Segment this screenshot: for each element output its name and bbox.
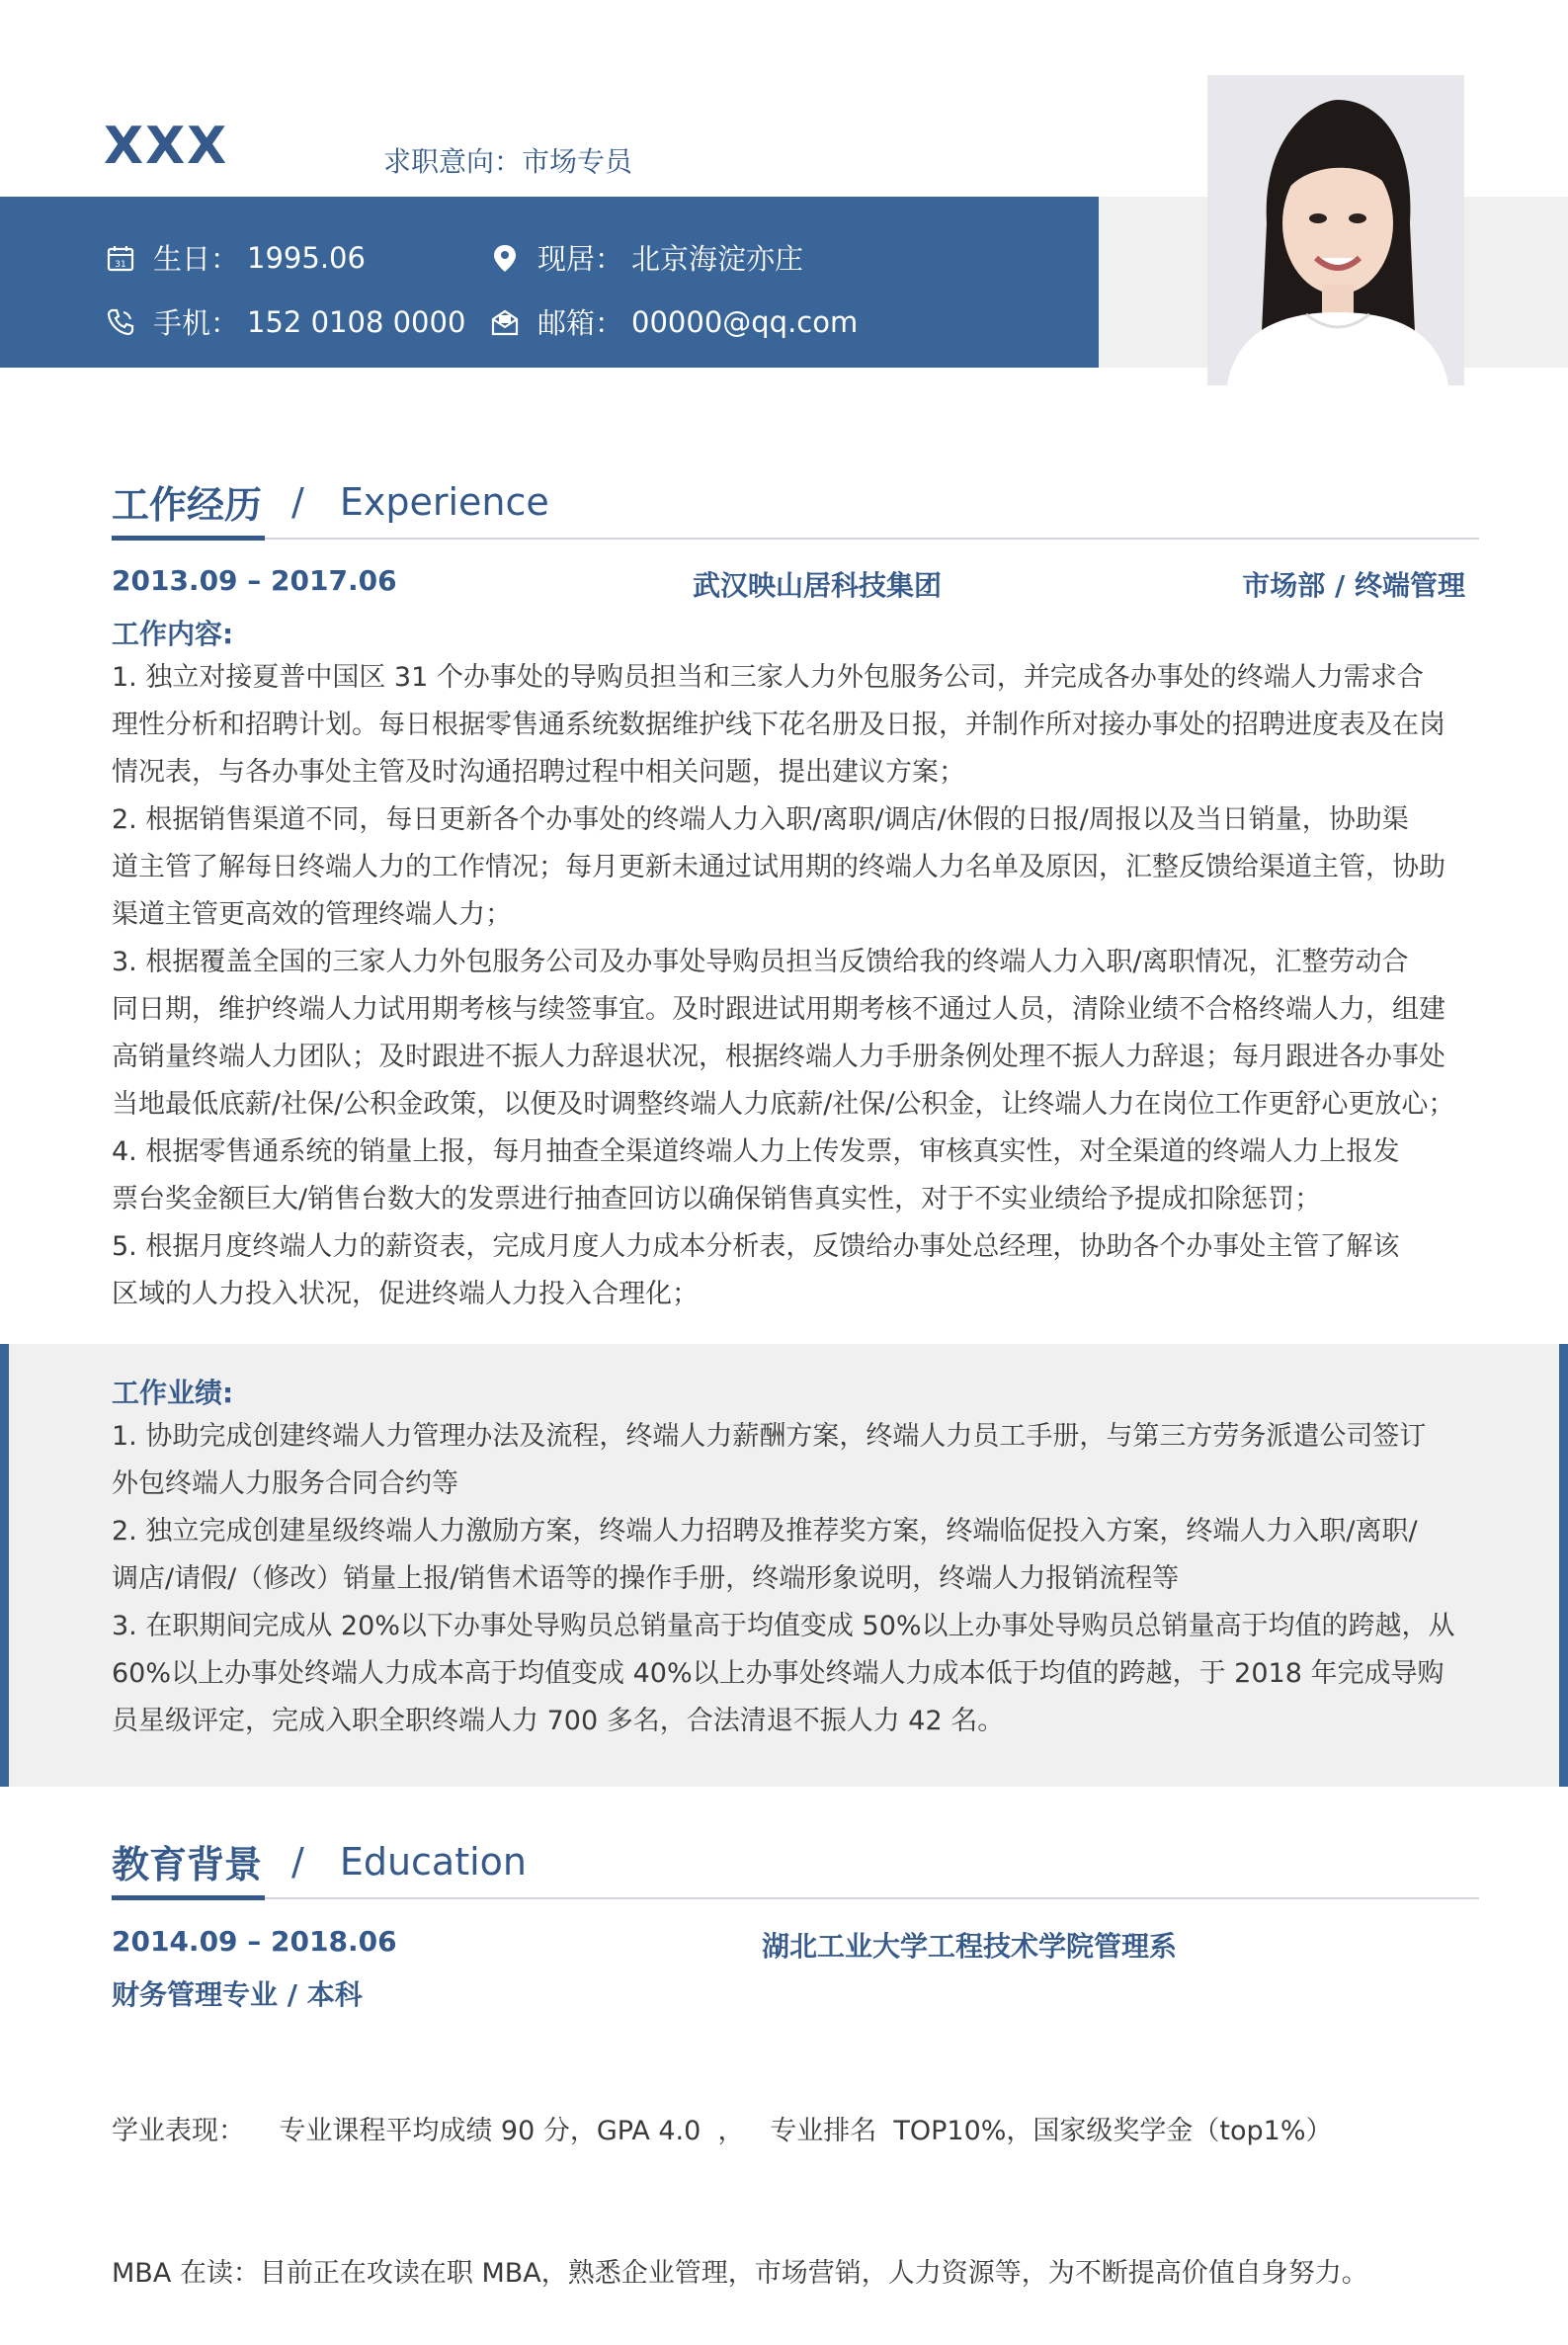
candidate-name: XXX (104, 117, 229, 176)
achievement-label: 工作业绩: (112, 1377, 234, 1409)
work-content (112, 654, 1515, 1318)
education-school: 湖北工业大学工程技术学院管理系 (762, 1930, 1178, 1963)
work-content-line: 2. 根据销售渠道不同，每日更新各个办事处的终端人力入职/离职/调店/休假的日报/周报以及当日销量，协助渠 (112, 804, 1409, 835)
experience-department: 市场部 / 终端管理 (1242, 569, 1465, 602)
location-pin-icon (490, 243, 520, 273)
achievement-list (112, 1413, 1515, 1745)
residence-label: 现居： (537, 242, 624, 276)
work-content-line: 5. 根据月度终端人力的薪资表，完成月度人力成本分析表，反馈给办事处总经理，协助各个办事处主管了解该 (112, 1231, 1400, 1262)
work-content-line: 高销量终端人力团队；及时跟进不振人力辞退状况，根据终端人力手册条例处理不振人力辞退；每月跟进各办事处 (112, 1042, 1445, 1072)
education-section-header (112, 1834, 527, 1888)
birthday-row (106, 237, 366, 278)
profile-photo (1207, 75, 1464, 385)
achievement-line: 外包终端人力服务合同合约等 (112, 1468, 458, 1499)
work-content-line: 区域的人力投入状况，促进终端人力投入合理化； (112, 1279, 699, 1309)
education-period: 2014.09 – 2018.06 (112, 1925, 397, 1958)
education-line: 学业表现： 专业课程平均成绩 90 分，GPA 4.0 ， 专业排名 TOP10%，国家级奖学金（top1%） (112, 2116, 1333, 2146)
work-content-line: 票台奖金额巨大/销售台数大的发票进行抽查回访以确保销售真实性，对于不实业绩给予提成扣除惩罚； (112, 1184, 1322, 1214)
achievement-line: 调店/请假/（修改）销量上报/销售术语等的操作手册，终端形象说明，终端人力报销流程等 (112, 1563, 1180, 1594)
achievement-block-right-bar (1559, 1344, 1568, 1787)
experience-section-header (112, 474, 549, 529)
education-title-cn: 教育背景 (112, 1843, 263, 1886)
phone-row (106, 301, 465, 342)
experience-divider (112, 538, 1479, 540)
residence-value: 北京海淀亦庄 (631, 242, 804, 276)
achievement-line: 1. 协助完成创建终端人力管理办法及流程，终端人力薪酬方案，终端人力员工手册，与第三方劳务派遣公司签订 (112, 1421, 1427, 1452)
phone-value: 152 0108 0000 (247, 304, 466, 339)
education-details (112, 2013, 1515, 2345)
achievement-block-left-bar (0, 1344, 9, 1787)
experience-period: 2013.09 – 2017.06 (112, 564, 397, 597)
birthday-label: 生日： (153, 242, 240, 276)
work-content-line: 1. 独立对接夏普中国区 31 个办事处的导购员担当和三家人力外包服务公司，并完成各办事处的终端人力需求合 (112, 662, 1424, 693)
envelope-icon (490, 307, 520, 337)
experience-title-cn: 工作经历 (112, 483, 263, 527)
education-divider-accent (112, 1895, 265, 1900)
residence-row (490, 237, 803, 278)
profile-photo-figure (1207, 75, 1464, 385)
work-content-line: 4. 根据零售通系统的销量上报，每月抽查全渠道终端人力上传发票，审核真实性，对全渠道的终端人力上报发 (112, 1136, 1400, 1167)
work-content-line: 当地最低底薪/社保/公积金政策，以便及时调整终端人力底薪/社保/公积金，让终端人力在岗位工作更舒心更放心； (112, 1089, 1455, 1120)
work-content-label: 工作内容: (112, 618, 234, 650)
achievement-line: 3. 在职期间完成从 20%以下办事处导购员总销量高于均值变成 50%以上办事处导购员总销量高于均值的跨越，从 (112, 1611, 1455, 1641)
phone-label: 手机： (153, 306, 240, 340)
work-content-line: 3. 根据覆盖全国的三家人力外包服务公司及办事处导购员担当反馈给我的终端人力入职/离职情况，汇整劳动合 (112, 947, 1409, 977)
achievement-line: 2. 独立完成创建星级终端人力激励方案，终端人力招聘及推荐奖方案，终端临促投入方案，终端人力入职/离职/ (112, 1516, 1418, 1547)
education-line: MBA 在读：目前正在攻读在职 MBA，熟悉企业管理，市场营销，人力资源等，为不断提高价值自身努力。 (112, 2258, 1368, 2289)
education-title-sep: / (291, 1839, 304, 1884)
work-content-line: 渠道主管更高效的管理终端人力； (112, 899, 512, 930)
work-content-line: 同日期，维护终端人力试用期考核与续签事宜。及时跟进试用期考核不通过人员，清除业绩不合格终端人力，组建 (112, 994, 1445, 1025)
email-row (490, 301, 858, 342)
work-content-line: 理性分析和招聘计划。每日根据零售通系统数据维护线下花名册及日报，并制作所对接办事处的招聘进度表及在岗 (112, 710, 1445, 740)
calendar-icon (106, 243, 135, 273)
email-label: 邮箱： (537, 306, 624, 340)
achievement-line: 员星级评定，完成入职全职终端人力 700 多名，合法清退不振人力 42 名。 (112, 1706, 1005, 1736)
svg-text:31: 31 (115, 259, 126, 270)
achievement-line: 60%以上办事处终端人力成本高于均值变成 40%以上办事处终端人力成本低于均值的跨越，于 2018 年完成导购 (112, 1658, 1444, 1689)
birthday-value: 1995.06 (247, 240, 366, 275)
education-title-en: Education (339, 1839, 528, 1884)
work-content-line: 情况表，与各办事处主管及时沟通招聘过程中相关问题，提出建议方案； (112, 757, 965, 788)
experience-title-sep: / (291, 479, 304, 524)
education-major: 财务管理专业 / 本科 (112, 1978, 363, 2011)
email-value: 00000@qq.com (631, 304, 859, 339)
work-content-line: 道主管了解每日终端人力的工作情况；每月更新未通过试用期的终端人力名单及原因，汇整反馈给渠道主管，协助 (112, 852, 1445, 882)
experience-title-en: Experience (339, 479, 549, 524)
phone-icon (106, 307, 135, 337)
job-intent: 求职意向：市场专员 (383, 145, 633, 178)
contact-band (0, 197, 1099, 368)
education-divider (112, 1897, 1479, 1899)
experience-company: 武汉映山居科技集团 (693, 569, 943, 602)
experience-divider-accent (112, 536, 265, 541)
